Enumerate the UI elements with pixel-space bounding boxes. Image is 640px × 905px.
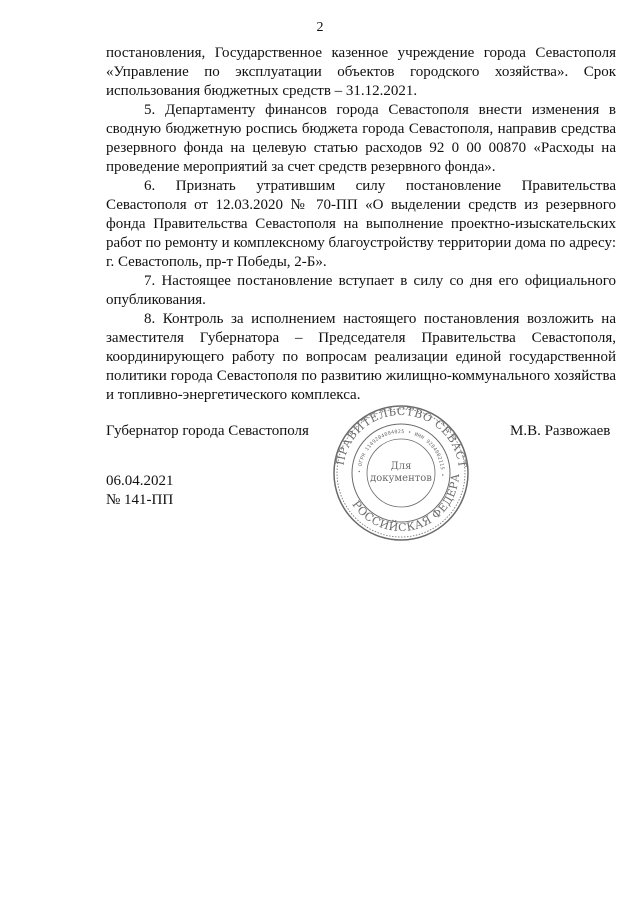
document-meta xyxy=(106,472,174,510)
paragraph-8: 8. Контроль за исполнением настоящего постановления возложить на заместителя Губернатора – Председателя Правительства Севастополя, координирующего работу по вопросам реализации единой государственной политики города Севастополя по развитию жилищно-коммунального хозяйства и топливно-энергетического комплекса. xyxy=(106,311,616,403)
official-seal xyxy=(331,403,471,543)
seal-center-line1: Для xyxy=(390,461,412,472)
document-date: 06.04.2021 xyxy=(106,473,174,489)
paragraph-5: 5. Департаменту финансов города Севастополя внести изменения в сводную бюджетную роспись бюджета города Севастополя, направив средства резервного фонда на целевую статью расходов 92 0 00 00870 «Расходы на проведение мероприятий за счет средств резервного фонда». xyxy=(106,102,616,175)
paragraph-7: 7. Настоящее постановление вступает в силу со дня его официального опубликования. xyxy=(106,273,616,308)
seal-icon xyxy=(331,403,471,543)
svg-text:• ОГРН 1149204004025 • ИНН 920: • ОГРН 1149204004025 • ИНН 9204002115 • xyxy=(356,428,446,477)
seal-outer-text: ПРАВИТЕЛЬСТВО СЕВАСТ xyxy=(333,404,469,469)
seal-bottom-text: РОССИЙСКАЯ ФЕДЕРА xyxy=(349,472,463,535)
signatory-position: Губернатор города Севастополя xyxy=(106,423,309,439)
document-body xyxy=(106,44,616,405)
paragraph-continuation: постановления, Государственное казенное учреждение города Севастополя «Управление по эксплуатации объектов городского хозяйства». Срок использования бюджетных средств – 31.12.2021. xyxy=(106,45,616,99)
page-number: 2 xyxy=(316,20,324,35)
document-number: № 141-ПП xyxy=(106,492,174,508)
seal-center-line2: документов xyxy=(370,473,432,484)
signatory-name: М.В. Развожаев xyxy=(510,423,611,439)
paragraph-6: 6. Признать утратившим силу постановление Правительства Севастополя от 12.03.2020 № 70-ПП «О выделении средств из резервного фонда Правительства Севастополя на выполнение проектно-изыскательских работ по ремонту и комплексному благоустройству территории дома по адресу: г. Севастополь, пр-т Победы, 2-Б». xyxy=(106,178,616,270)
